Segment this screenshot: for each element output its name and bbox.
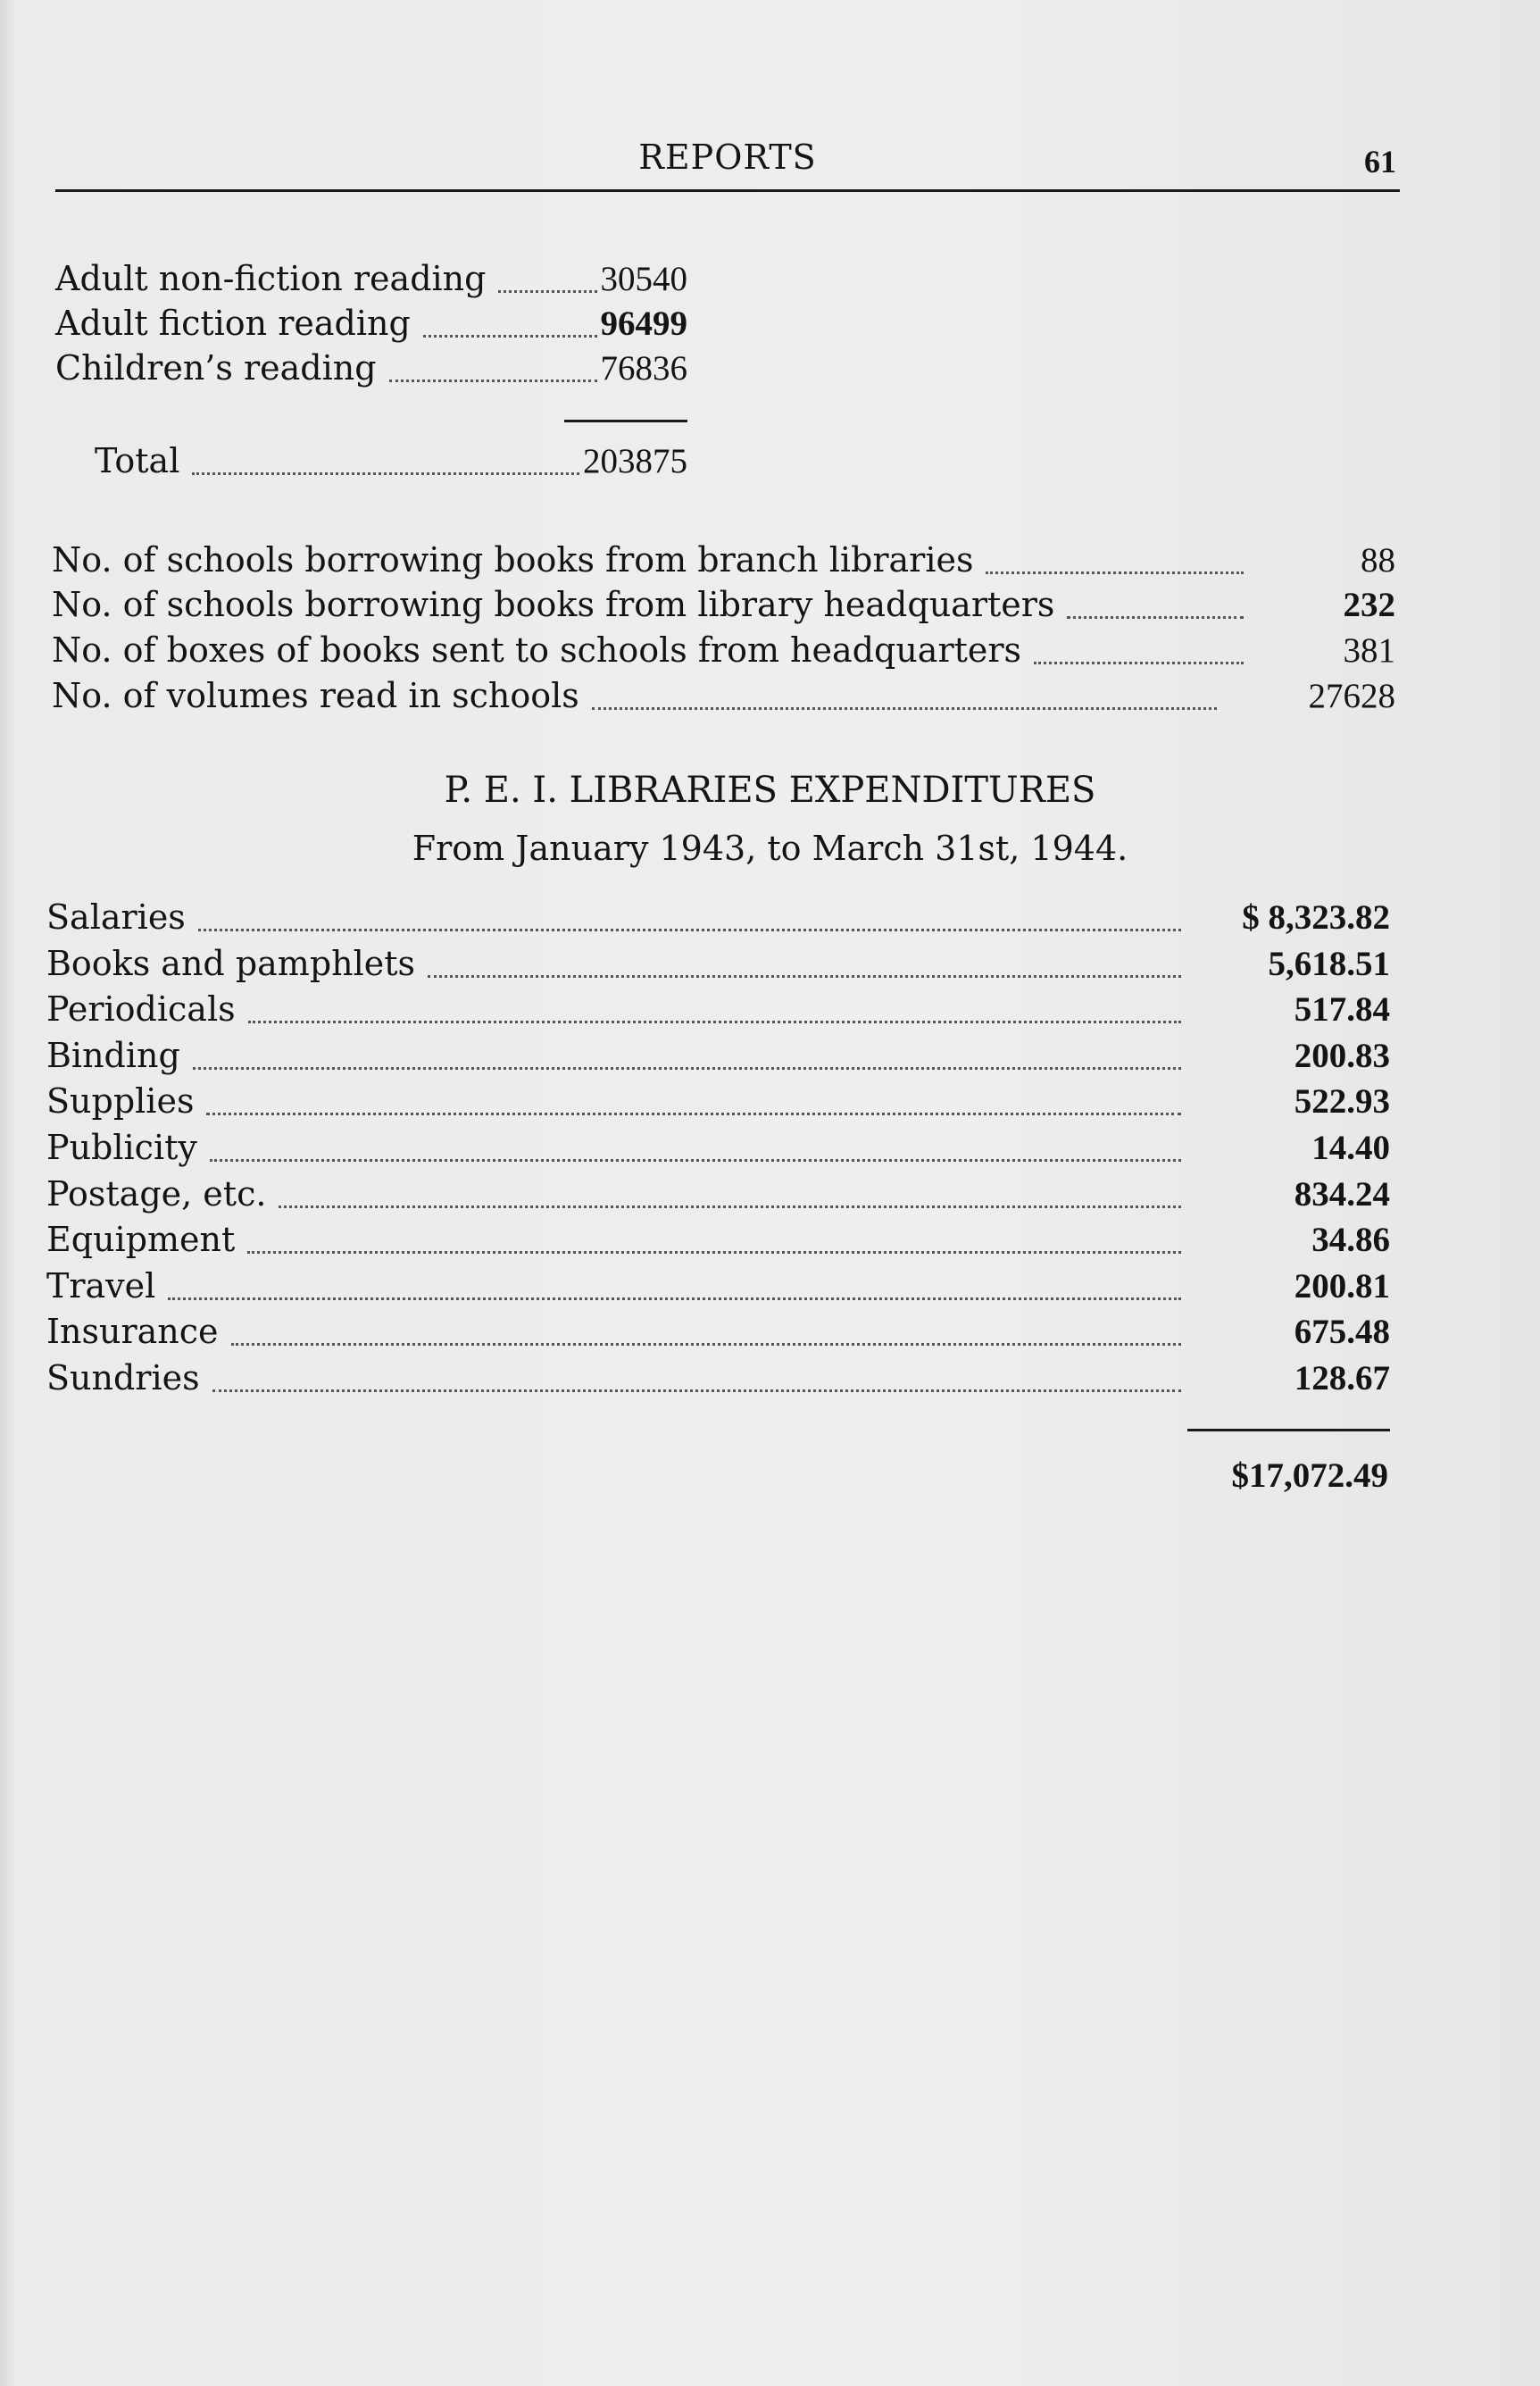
leader-dots <box>428 975 1181 978</box>
expenditure-row <box>46 1358 1390 1403</box>
schools-row-branch <box>52 540 1395 585</box>
expenditure-label: Postage, etc. <box>46 1174 267 1214</box>
leader-dots <box>231 1343 1181 1346</box>
schools-row-boxes <box>52 630 1395 675</box>
expenditure-label: Books and pamphlets <box>46 944 416 983</box>
expenditure-label: Equipment <box>46 1220 236 1259</box>
reading-label: Adult fiction reading <box>55 304 411 343</box>
reading-label: Children’s reading <box>55 348 377 388</box>
page-number: 61 <box>1364 144 1396 179</box>
leader-dots <box>1067 616 1244 619</box>
running-header <box>55 136 1400 192</box>
expenditure-row <box>46 1174 1390 1219</box>
expenditure-value: 34.86 <box>1311 1221 1390 1259</box>
expenditure-label: Insurance <box>46 1312 219 1351</box>
expenditure-value: 522.93 <box>1294 1082 1390 1121</box>
schools-row-volumes <box>52 676 1395 721</box>
subtotal-rule <box>564 420 687 422</box>
leader-dots <box>423 335 597 338</box>
expenditure-row <box>46 1312 1390 1356</box>
expenditure-row <box>46 897 1390 942</box>
expenditure-label: Travel <box>46 1266 156 1306</box>
leader-dots <box>1034 662 1244 664</box>
schools-value: 27628 <box>1308 677 1395 715</box>
expenditure-row <box>46 1081 1390 1126</box>
reading-row-children <box>55 348 687 393</box>
reading-row-adult-nonfiction <box>55 259 687 304</box>
expenditure-label: Salaries <box>46 897 186 937</box>
schools-row-headquarters <box>52 585 1395 630</box>
reading-value: 30540 <box>600 260 687 298</box>
expenditure-row <box>46 989 1390 1034</box>
expenditure-value: $ 8,323.82 <box>1242 898 1390 937</box>
reading-total-label: Total <box>95 441 180 480</box>
leader-dots <box>198 929 1181 931</box>
leader-dots <box>212 1389 1181 1392</box>
leader-dots <box>592 707 1217 710</box>
expenditure-value: 128.67 <box>1294 1359 1390 1397</box>
expenditure-row <box>46 944 1390 989</box>
leader-dots <box>192 472 579 475</box>
expenditures-total: $17,072.49 <box>1231 1456 1388 1495</box>
schools-value: 381 <box>1343 631 1395 670</box>
expenditure-label: Supplies <box>46 1081 195 1121</box>
expenditure-value: 675.48 <box>1294 1313 1390 1351</box>
reading-total-row <box>95 441 687 486</box>
leader-dots <box>247 1251 1181 1254</box>
expenditure-value: 14.40 <box>1311 1129 1390 1167</box>
expenditure-value: 5,618.51 <box>1268 945 1390 983</box>
reading-value: 76836 <box>600 349 687 388</box>
expenditure-label: Publicity <box>46 1128 197 1167</box>
expenditure-value: 517.84 <box>1294 990 1390 1029</box>
expenditure-label: Sundries <box>46 1358 200 1397</box>
schools-value: 88 <box>1361 541 1395 580</box>
leader-dots <box>279 1206 1181 1208</box>
leader-dots <box>193 1067 1181 1070</box>
leader-dots <box>248 1021 1181 1023</box>
expenditures-title: P. E. I. LIBRARIES EXPENDITURES <box>444 770 1096 811</box>
expenditure-value: 834.24 <box>1294 1175 1390 1214</box>
leader-dots <box>168 1297 1181 1300</box>
schools-label: No. of schools borrowing books from branch libraries <box>52 540 974 580</box>
expenditure-row <box>46 1036 1390 1080</box>
schools-label: No. of volumes read in schools <box>52 676 579 715</box>
expenditure-value: 200.83 <box>1294 1037 1390 1075</box>
expenditures-subtitle: From January 1943, to March 31st, 1944. <box>412 829 1128 868</box>
reading-row-adult-fiction <box>55 304 687 348</box>
leader-dots <box>498 290 596 293</box>
leader-dots <box>206 1113 1181 1115</box>
reading-total-value: 203875 <box>583 442 687 480</box>
expenditure-row <box>46 1266 1390 1311</box>
leader-dots <box>210 1159 1181 1162</box>
header-title: REPORTS <box>638 138 817 177</box>
leader-dots <box>389 380 597 382</box>
leader-dots <box>986 571 1244 574</box>
reading-value: 96499 <box>600 305 687 343</box>
expenditure-value: 200.81 <box>1294 1267 1390 1306</box>
expenditure-row <box>46 1220 1390 1264</box>
expenditure-row <box>46 1128 1390 1172</box>
reading-label: Adult non-fiction reading <box>55 259 487 298</box>
expenditure-label: Periodicals <box>46 989 236 1029</box>
schools-label: No. of boxes of books sent to schools from headquarters <box>52 630 1022 670</box>
schools-label: No. of schools borrowing books from library headquarters <box>52 585 1055 624</box>
expenditure-label: Binding <box>46 1036 180 1075</box>
schools-value: 232 <box>1343 586 1395 624</box>
grand-total-rule <box>1187 1429 1390 1431</box>
